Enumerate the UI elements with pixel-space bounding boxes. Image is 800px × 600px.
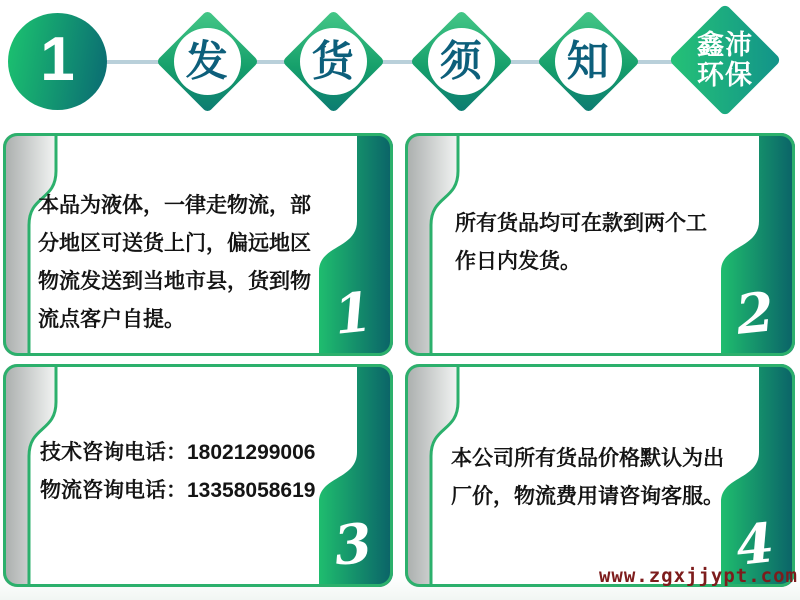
- diamond-inner-circle: [160, 14, 255, 109]
- card-number: 2: [732, 279, 778, 347]
- notice-text: [451, 440, 724, 516]
- notice-line: 本品为液体，一律走物流，部: [38, 194, 311, 217]
- notice-card-2: [405, 133, 795, 356]
- notice-card-4: [405, 364, 795, 587]
- notice-line: 作日内发货。: [455, 250, 581, 273]
- title-char: 知: [567, 37, 610, 85]
- brand-line-1: 鑫沛: [697, 29, 753, 60]
- step-number-badge: [8, 13, 107, 110]
- diamond-inner-circle: [541, 14, 636, 109]
- step-number: 1: [40, 24, 75, 94]
- card-number: 4: [732, 510, 778, 578]
- notice-text: [455, 205, 707, 281]
- card-number: 3: [330, 510, 376, 578]
- brand-diamond: [668, 3, 781, 116]
- notice-card-3: [3, 364, 393, 587]
- brand-line-2: 环保: [697, 60, 753, 90]
- logistics-phone-line: 物流咨询电话：13358058619: [40, 479, 316, 502]
- title-char-diamond-4: [537, 10, 640, 113]
- notice-line: 物流发送到当地市县，货到物: [38, 270, 311, 293]
- notice-text: [38, 187, 311, 339]
- notice-line: 所有货品均可在款到两个工: [455, 212, 707, 235]
- card-number: 1: [330, 279, 376, 347]
- header-banner: [0, 0, 800, 128]
- brand-name: [697, 30, 753, 90]
- tech-phone-line: 技术咨询电话：18021299006: [40, 441, 316, 464]
- title-char: 货: [312, 37, 355, 85]
- notice-text: [40, 434, 315, 510]
- title-char-diamond-1: [156, 10, 259, 113]
- notice-line: 厂价，物流费用请咨询客服。: [451, 485, 724, 508]
- title-char-diamond-3: [410, 10, 513, 113]
- diamond-inner-circle: [414, 14, 509, 109]
- watermark-url: www.zgxjjypt.com: [598, 565, 798, 587]
- title-char: 发: [186, 37, 229, 85]
- notice-line: 本公司所有货品价格默认为出: [451, 447, 724, 470]
- notice-line: 流点客户自提。: [38, 308, 185, 331]
- notice-card-1: [3, 133, 393, 356]
- notice-line: 分地区可送货上门，偏远地区: [38, 232, 311, 255]
- title-char: 须: [440, 37, 483, 85]
- diamond-inner-circle: [286, 14, 381, 109]
- title-char-diamond-2: [282, 10, 385, 113]
